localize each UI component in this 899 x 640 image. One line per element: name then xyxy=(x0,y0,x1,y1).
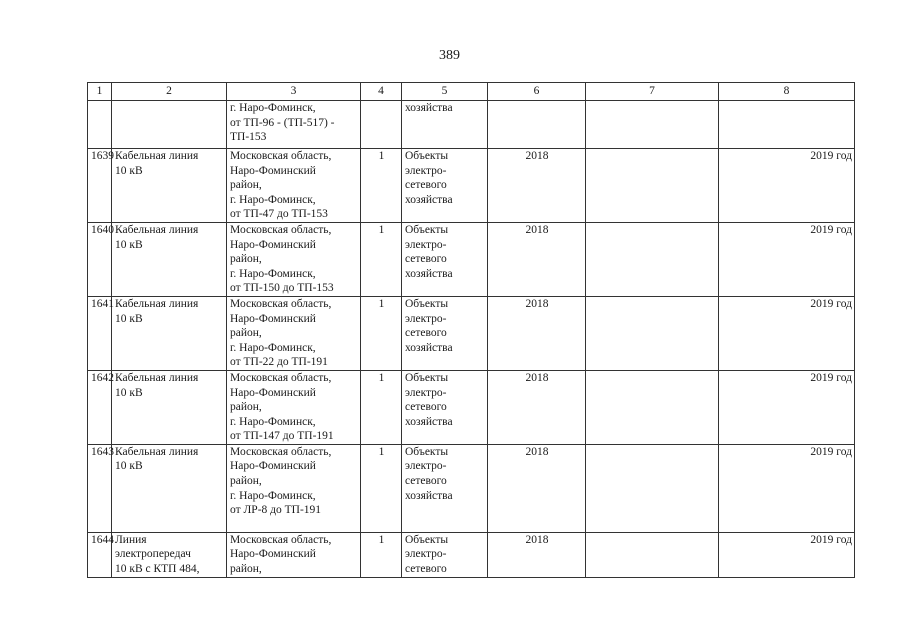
name-line: 10 кВ xyxy=(115,164,143,177)
address-cell xyxy=(227,222,361,296)
address-line: Наро-Фоминский xyxy=(230,312,316,325)
address-line: г. Наро-Фоминск, xyxy=(230,102,316,114)
address-cell xyxy=(227,532,361,577)
address-line: от ТП-150 до ТП-153 xyxy=(230,282,334,295)
name-line: электропередач xyxy=(115,548,191,561)
category-line: Объекты xyxy=(405,223,449,236)
name-line: Кабельная линия xyxy=(115,445,199,458)
address-line: ТП-153 xyxy=(230,131,267,144)
category-cell xyxy=(402,149,488,223)
name-cell xyxy=(112,444,227,532)
name-line: Кабельная линия xyxy=(115,297,199,310)
table-row xyxy=(88,149,855,223)
address-line: Наро-Фоминский xyxy=(230,386,316,399)
deadline-cell: 2019 год xyxy=(719,222,855,296)
category-cell xyxy=(402,370,488,444)
address-line: г. Наро-Фоминск, xyxy=(230,489,316,502)
year-cell: 2018 xyxy=(488,370,586,444)
table-row xyxy=(88,296,855,370)
category-line: сетевого xyxy=(405,401,447,414)
category-line: хозяйства xyxy=(405,489,453,502)
address-line: район, xyxy=(230,563,262,576)
category-line: электро- xyxy=(405,386,447,399)
column-header: 1 xyxy=(88,83,112,101)
category-line: хозяйства xyxy=(405,102,453,114)
name-line: Линия xyxy=(115,533,147,546)
category-line: электро- xyxy=(405,238,447,251)
name-line: 10 кВ с КТП 484, xyxy=(115,563,200,576)
quantity-cell: 1 xyxy=(361,296,402,370)
deadline-cell xyxy=(719,101,855,149)
table-row xyxy=(88,222,855,296)
category-line: Объекты xyxy=(405,150,449,162)
col7-cell xyxy=(586,532,719,577)
col7-cell xyxy=(586,101,719,149)
quantity-cell: 1 xyxy=(361,370,402,444)
name-cell xyxy=(112,370,227,444)
table-row xyxy=(88,532,855,577)
deadline-cell: 2019 год xyxy=(719,296,855,370)
address-line: Наро-Фоминский xyxy=(230,460,316,473)
address-line: Московская область, xyxy=(230,297,332,310)
year-cell: 2018 xyxy=(488,532,586,577)
category-line: электро- xyxy=(405,548,447,561)
address-line: район, xyxy=(230,327,262,340)
number-cell: 1641 xyxy=(88,296,112,370)
category-line: электро- xyxy=(405,460,447,473)
name-line: Кабельная линия xyxy=(115,223,199,236)
column-number-header-row xyxy=(88,83,855,101)
address-line: район, xyxy=(230,179,262,192)
category-cell xyxy=(402,101,488,149)
category-line: Объекты xyxy=(405,297,449,310)
col7-cell xyxy=(586,370,719,444)
page-number: 389 xyxy=(439,48,460,63)
number-cell: 1644 xyxy=(88,532,112,577)
column-header: 5 xyxy=(402,83,488,101)
category-line: Объекты xyxy=(405,371,449,384)
address-line: район, xyxy=(230,253,262,266)
column-header: 3 xyxy=(227,83,361,101)
deadline-cell: 2019 год xyxy=(719,444,855,532)
name-line: 10 кВ xyxy=(115,386,143,399)
name-cell xyxy=(112,222,227,296)
category-line: Объекты xyxy=(405,445,449,458)
quantity-cell: 1 xyxy=(361,532,402,577)
table-row xyxy=(88,444,855,532)
address-line: от ТП-22 до ТП-191 xyxy=(230,356,328,369)
address-line: от ТП-147 до ТП-191 xyxy=(230,430,334,443)
address-line: г. Наро-Фоминск, xyxy=(230,341,316,354)
column-header: 7 xyxy=(586,83,719,101)
number-cell: 1643 xyxy=(88,444,112,532)
address-line: Московская область, xyxy=(230,150,332,162)
address-cell xyxy=(227,444,361,532)
quantity-cell xyxy=(361,101,402,149)
category-line: хозяйства xyxy=(405,341,453,354)
deadline-cell: 2019 год xyxy=(719,149,855,223)
name-line: 10 кВ xyxy=(115,312,143,325)
address-line: от ТП-96 - (ТП-517) - xyxy=(230,116,335,129)
address-line: г. Наро-Фоминск, xyxy=(230,267,316,280)
category-line: сетевого xyxy=(405,179,447,192)
address-line: Наро-Фоминский xyxy=(230,548,316,561)
address-line: Московская область, xyxy=(230,533,332,546)
column-header: 8 xyxy=(719,83,855,101)
table-row xyxy=(88,370,855,444)
address-line: Московская область, xyxy=(230,445,332,458)
category-line: хозяйства xyxy=(405,267,453,280)
continuation-row xyxy=(88,101,855,149)
address-cell xyxy=(227,101,361,149)
name-cell xyxy=(112,101,227,149)
address-line: от ТП-47 до ТП-153 xyxy=(230,208,328,221)
address-line: Московская область, xyxy=(230,223,332,236)
address-line: район, xyxy=(230,475,262,488)
number-cell: 1640 xyxy=(88,222,112,296)
number-cell xyxy=(88,101,112,149)
quantity-cell: 1 xyxy=(361,444,402,532)
name-cell xyxy=(112,149,227,223)
category-line: хозяйства xyxy=(405,415,453,428)
year-cell: 2018 xyxy=(488,149,586,223)
deadline-cell: 2019 год xyxy=(719,370,855,444)
year-cell: 2018 xyxy=(488,444,586,532)
column-header: 2 xyxy=(112,83,227,101)
category-line: Объекты xyxy=(405,533,449,546)
address-line: г. Наро-Фоминск, xyxy=(230,415,316,428)
quantity-cell: 1 xyxy=(361,149,402,223)
category-line: сетевого xyxy=(405,475,447,488)
category-line: хозяйства xyxy=(405,193,453,206)
col7-cell xyxy=(586,444,719,532)
year-cell: 2018 xyxy=(488,296,586,370)
name-line: 10 кВ xyxy=(115,238,143,251)
column-header: 4 xyxy=(361,83,402,101)
address-line: Московская область, xyxy=(230,371,332,384)
quantity-cell: 1 xyxy=(361,222,402,296)
year-cell: 2018 xyxy=(488,222,586,296)
name-line: Кабельная линия xyxy=(115,371,199,384)
category-cell xyxy=(402,444,488,532)
column-header: 6 xyxy=(488,83,586,101)
col7-cell xyxy=(586,296,719,370)
name-cell xyxy=(112,532,227,577)
address-line: Наро-Фоминский xyxy=(230,238,316,251)
category-line: сетевого xyxy=(405,327,447,340)
name-line: 10 кВ xyxy=(115,460,143,473)
year-cell xyxy=(488,101,586,149)
address-line: от ЛР-8 до ТП-191 xyxy=(230,504,322,517)
category-cell xyxy=(402,532,488,577)
category-cell xyxy=(402,222,488,296)
deadline-cell: 2019 год xyxy=(719,532,855,577)
address-line: г. Наро-Фоминск, xyxy=(230,193,316,206)
address-cell xyxy=(227,370,361,444)
address-line: Наро-Фоминский xyxy=(230,164,316,177)
number-cell: 1642 xyxy=(88,370,112,444)
category-cell xyxy=(402,296,488,370)
category-line: электро- xyxy=(405,312,447,325)
category-line: сетевого xyxy=(405,253,447,266)
address-line: район, xyxy=(230,401,262,414)
number-cell: 1639 xyxy=(88,149,112,223)
category-line: электро- xyxy=(405,164,447,177)
address-cell xyxy=(227,296,361,370)
category-line: сетевого xyxy=(405,563,447,576)
col7-cell xyxy=(586,149,719,223)
name-line: Кабельная линия xyxy=(115,150,199,162)
col7-cell xyxy=(586,222,719,296)
registry-table xyxy=(87,82,855,578)
address-cell xyxy=(227,149,361,223)
name-cell xyxy=(112,296,227,370)
